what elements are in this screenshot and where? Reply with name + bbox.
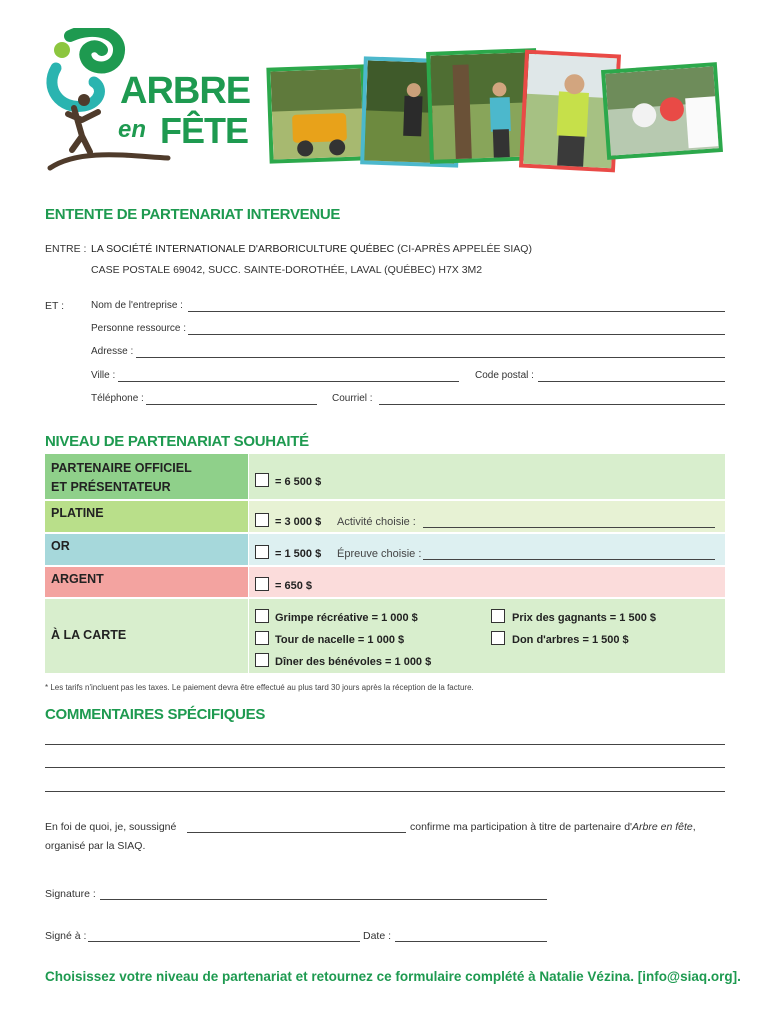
arbre-en-fete-logo [40, 28, 250, 178]
photo-collage [262, 42, 732, 172]
signature-label: Signature : [45, 888, 96, 900]
level-argent-checkbox[interactable] [255, 577, 269, 591]
entre-suffix: (CI-APRÈS APPELÉE SIAQ) [394, 243, 532, 255]
partnership-title: ENTENTE DE PARTENARIAT INTERVENUE [45, 206, 341, 223]
email-input[interactable] [379, 404, 725, 405]
postal-label: Code postal : [475, 370, 534, 381]
confirmation-part3: , [692, 821, 696, 833]
comments-line-3[interactable] [45, 791, 725, 792]
level-carte-name: À LA CARTE [45, 599, 248, 673]
level-officiel-options [249, 454, 725, 499]
carte-diner-label: Dîner des bénévoles = 1 000 $ [275, 656, 432, 668]
entre-org: LA SOCIÉTÉ INTERNATIONALE D'ARBORICULTURE QUÉBEC [91, 243, 395, 255]
platine-activity-label: Activité choisie : [337, 516, 416, 528]
level-platine-options [249, 501, 725, 532]
carte-grimpe-label: Grimpe récréative = 1 000 $ [275, 612, 418, 624]
level-row-officiel [45, 453, 725, 499]
level-row-platine [45, 500, 725, 532]
platine-activity-input[interactable] [423, 527, 715, 528]
address-input[interactable] [136, 357, 725, 358]
level-or-checkbox[interactable] [255, 545, 269, 559]
level-argent-price: = 650 $ [275, 580, 313, 592]
photo-wood-chipper [266, 64, 367, 163]
entre-address: CASE POSTALE 69042, SUCC. SAINTE-DOROTHÉE, LAVAL (QUÉBEC) H7X 3M2 [91, 264, 483, 276]
header [0, 0, 770, 190]
entre-org-line [91, 243, 532, 255]
logo-word-en: en [118, 116, 147, 143]
city-label: Ville : [91, 370, 116, 381]
level-platine-checkbox[interactable] [255, 513, 269, 527]
carte-nacelle-label: Tour de nacelle = 1 000 $ [275, 634, 405, 646]
or-event-label: Épreuve choisie : [337, 548, 422, 560]
level-platine-name: PLATINE [45, 501, 248, 532]
address-label: Adresse : [91, 346, 134, 357]
logo-word-fete: FÊTE [160, 110, 249, 151]
level-argent-options [249, 567, 725, 597]
et-label: ET : [45, 300, 65, 312]
undersigned-input[interactable] [187, 832, 406, 833]
level-or-options [249, 534, 725, 565]
contact-input[interactable] [188, 334, 725, 335]
carte-prix-checkbox[interactable] [491, 609, 505, 623]
level-or-price: = 1 500 $ [275, 548, 322, 560]
phone-input[interactable] [146, 404, 317, 405]
level-row-carte [45, 598, 725, 673]
signed-at-label: Signé à : [45, 930, 87, 942]
confirmation-part1: En foi de quoi, je, soussigné [45, 821, 177, 833]
level-officiel-price: = 6 500 $ [275, 476, 322, 488]
confirmation-part2-line [410, 821, 696, 833]
carte-don-checkbox[interactable] [491, 631, 505, 645]
date-input[interactable] [395, 941, 547, 942]
signed-at-input[interactable] [88, 941, 360, 942]
or-event-input[interactable] [423, 559, 715, 560]
confirmation-part2: confirme ma participation à titre de partenaire d' [410, 821, 633, 833]
company-label: Nom de l'entreprise : [91, 300, 183, 311]
carte-diner-checkbox[interactable] [255, 653, 269, 667]
postal-input[interactable] [538, 381, 725, 382]
level-platine-price: = 3 000 $ [275, 516, 322, 528]
carte-prix-label: Prix des gagnants = 1 500 $ [512, 612, 656, 624]
level-officiel-name-line2: ET PRÉSENTATEUR [51, 480, 171, 494]
carte-don-label: Don d'arbres = 1 500 $ [512, 634, 629, 646]
level-row-or [45, 533, 725, 565]
tax-footnote: * Les tarifs n'incluent pas les taxes. Le paiement devra être effectué au plus tard 30 jours après la réception de la facture. [45, 683, 474, 692]
comments-line-1[interactable] [45, 744, 725, 745]
level-or-name: OR [45, 534, 248, 565]
photo-helmets [601, 62, 723, 160]
confirmation-event: Arbre en fête [632, 821, 693, 833]
level-title: NIVEAU DE PARTENARIAT SOUHAITÉ [45, 433, 309, 450]
comments-line-2[interactable] [45, 767, 725, 768]
level-argent-name: ARGENT [45, 567, 248, 597]
city-input[interactable] [118, 381, 459, 382]
logo-word-arbre: ARBRE [120, 70, 251, 112]
closing-instruction: Choisissez votre niveau de partenariat et retournez ce formulaire complété à Natalie Vézina. [info@siaq.org]. [45, 969, 741, 984]
carte-grimpe-checkbox[interactable] [255, 609, 269, 623]
date-label: Date : [363, 930, 392, 942]
company-input[interactable] [188, 311, 725, 312]
level-officiel-name [45, 454, 248, 499]
phone-label: Téléphone : [91, 393, 144, 404]
level-carte-options [249, 599, 725, 673]
level-officiel-name-line1: PARTENAIRE OFFICIEL [51, 461, 192, 475]
level-row-argent [45, 566, 725, 597]
contact-label: Personne ressource : [91, 323, 187, 334]
level-officiel-checkbox[interactable] [255, 473, 269, 487]
carte-nacelle-checkbox[interactable] [255, 631, 269, 645]
comments-title: COMMENTAIRES SPÉCIFIQUES [45, 706, 266, 723]
entre-label: ENTRE : [45, 243, 87, 255]
confirmation-line2: organisé par la SIAQ. [45, 840, 146, 852]
email-label: Courriel : [332, 393, 373, 404]
signature-input[interactable] [100, 899, 547, 900]
